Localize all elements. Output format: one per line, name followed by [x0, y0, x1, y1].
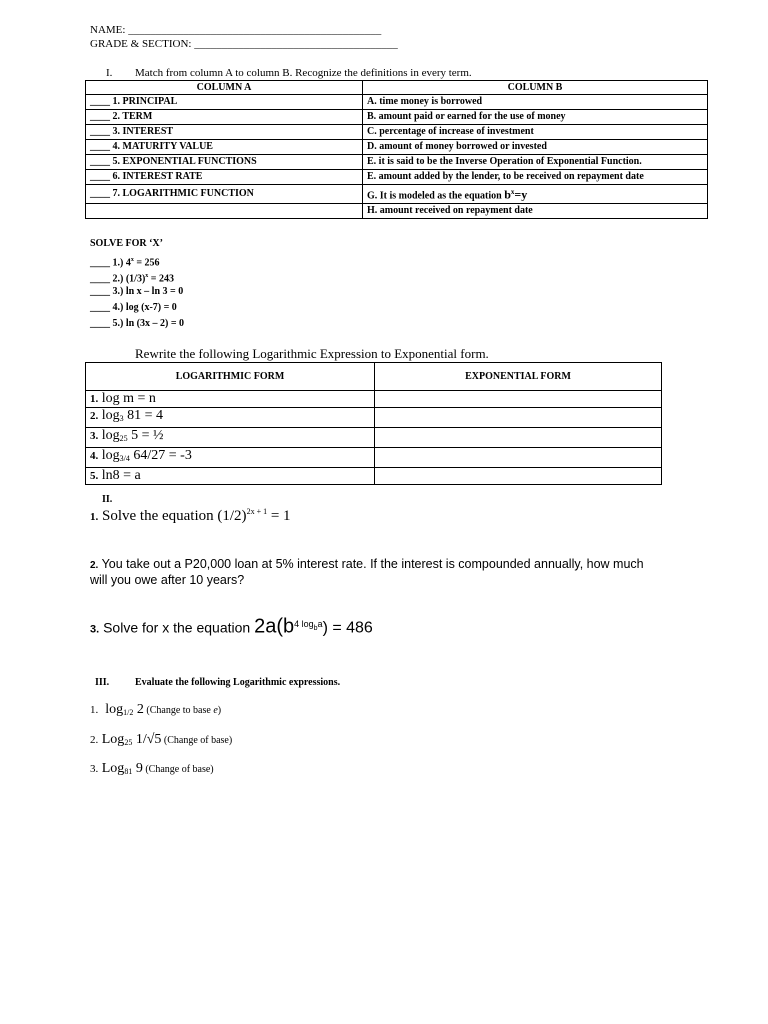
matching-row: [86, 155, 708, 170]
question-number: 1.: [90, 511, 99, 523]
name-field-label: NAME: ______________________________________________: [90, 24, 382, 36]
log-base: 3/4: [119, 454, 130, 463]
equation-exponent: 4 log: [294, 619, 314, 629]
solve-item: ____ 3.) ln x – ln 3 = 0: [90, 286, 184, 297]
part2-question-2: [90, 557, 644, 587]
column-b-item: E. amount added by the lender, to be received on repayment date: [363, 170, 708, 185]
log-base: 25: [124, 738, 133, 747]
question-text-continued: will you owe after 10 years?: [90, 573, 245, 587]
log-base: 3: [119, 414, 124, 423]
exponential-form-cell[interactable]: [375, 391, 662, 408]
column-a-item: ____ 1. PRINCIPAL: [86, 95, 363, 110]
log-base: 25: [119, 434, 128, 443]
item-number: 2.: [90, 734, 99, 746]
logarithmic-form-cell: [86, 468, 375, 485]
column-b-item: A. time money is borrowed: [363, 95, 708, 110]
exponential-form-cell[interactable]: [375, 448, 662, 468]
row-number: 2.: [90, 410, 99, 422]
log-table-header-row: [86, 363, 662, 391]
column-a-item: [86, 204, 363, 219]
column-b-item-text: G. It is modeled as the equation: [367, 190, 505, 202]
log-base: 81: [124, 767, 133, 776]
log-argument: 9: [132, 761, 143, 776]
evaluate-item: [90, 732, 232, 748]
matching-table: [85, 80, 708, 219]
logarithmic-form-cell: [86, 391, 375, 408]
matching-row: [86, 170, 708, 185]
question-number: 2.: [90, 560, 99, 571]
log-expression: log: [101, 428, 120, 443]
column-b-item: C. percentage of increase of investment: [363, 125, 708, 140]
item-note: (Change of base): [142, 764, 214, 775]
column-a-item: ____ 3. INTEREST: [86, 125, 363, 140]
item-note: (Change of base): [161, 735, 233, 746]
logarithmic-form-cell: [86, 428, 375, 448]
column-b-header: COLUMN B: [363, 81, 708, 95]
matching-row: [86, 185, 708, 204]
column-a-item: ____ 2. TERM: [86, 110, 363, 125]
log-table-row: [86, 408, 662, 428]
row-number: 4.: [90, 450, 99, 462]
question-exponent: 2x + 1: [246, 507, 268, 516]
log-function: Log: [101, 732, 125, 747]
exponential-form-cell[interactable]: [375, 428, 662, 448]
matching-row: [86, 204, 708, 219]
row-number: 5.: [90, 470, 99, 482]
part2-question-1: [90, 507, 291, 525]
part1-numeral: I.: [106, 67, 113, 79]
item-note-emphasis: e: [213, 705, 218, 716]
log-table-row: [86, 448, 662, 468]
matching-row: [86, 140, 708, 155]
part3-instruction: Evaluate the following Logarithmic expressions.: [135, 677, 341, 688]
question-tail: = 1: [267, 508, 291, 524]
log-expression-tail: 64/27 = -3: [129, 448, 192, 463]
exponential-form-header: EXPONENTIAL FORM: [375, 363, 662, 391]
question-text: Solve for x the equation: [103, 619, 255, 636]
log-function: log: [105, 702, 124, 717]
equation-exponent: x: [510, 188, 515, 196]
question-text: Solve the equation (1/2): [102, 508, 247, 524]
equation-base: b: [504, 187, 511, 202]
item-note-end: ): [217, 705, 222, 716]
log-table-row: [86, 428, 662, 448]
part2-question-3: [90, 612, 373, 642]
solve-item-tail: = 243: [148, 273, 174, 285]
log-expression: ln8 = a: [101, 468, 141, 483]
part3-numeral: III.: [95, 677, 110, 688]
solve-item-exponent: x: [145, 273, 149, 279]
item-number: 1.: [90, 704, 99, 716]
log-to-exponential-table: [85, 362, 662, 485]
log-table-row: [86, 468, 662, 485]
column-b-item: H. amount received on repayment date: [363, 204, 708, 219]
log-argument: 2: [133, 702, 144, 717]
equation-lhs: 2a(b: [254, 615, 295, 638]
column-a-item: ____ 4. MATURITY VALUE: [86, 140, 363, 155]
column-a-header: COLUMN A: [86, 81, 363, 95]
evaluate-item: [90, 761, 214, 777]
equation-tail: =y: [514, 187, 528, 202]
equation-exponent-arg: a: [317, 619, 323, 629]
column-a-item: ____ 5. EXPONENTIAL FUNCTIONS: [86, 155, 363, 170]
item-note: (Change to base: [143, 705, 214, 716]
solve-item-text: ____ 2.) (1/3): [90, 273, 146, 285]
log-function: Log: [101, 761, 125, 776]
log-expression: log m = n: [101, 391, 156, 406]
equation-rhs: ) = 486: [322, 619, 373, 637]
exponential-form-cell[interactable]: [375, 408, 662, 428]
solve-for-x-title: SOLVE FOR ‘X’: [90, 238, 163, 249]
solve-item-text: ____ 1.) 4: [90, 257, 131, 269]
solve-item-tail: = 256: [133, 257, 160, 269]
column-b-item: B. amount paid or earned for the use of money: [363, 110, 708, 125]
matching-row: [86, 110, 708, 125]
exponential-form-cell[interactable]: [375, 468, 662, 485]
log-expression: log: [101, 448, 120, 463]
evaluate-item: [90, 702, 221, 718]
column-a-item: ____ 6. INTEREST RATE: [86, 170, 363, 185]
item-number: 3.: [90, 763, 99, 775]
matching-row: [86, 95, 708, 110]
logarithmic-form-header: LOGARITHMIC FORM: [86, 363, 375, 391]
log-base: 1/2: [123, 708, 134, 717]
row-number: 3.: [90, 430, 99, 442]
solve-item: ____ 5.) ln (3x – 2) = 0: [90, 318, 185, 329]
matching-header-row: [86, 81, 708, 95]
logarithmic-form-cell: [86, 408, 375, 428]
solve-item: ____ 4.) log (x-7) = 0: [90, 302, 177, 313]
column-a-item: ____ 7. LOGARITHMIC FUNCTION: [86, 185, 363, 204]
equation-exponent-base: b: [313, 624, 318, 632]
log-expression-tail: 5 = ½: [127, 428, 164, 443]
log-expression: log: [101, 408, 120, 423]
row-number: 1.: [90, 393, 99, 405]
column-b-item: D. amount of money borrowed or invested: [363, 140, 708, 155]
column-b-item: [363, 185, 708, 204]
log-table-row: [86, 391, 662, 408]
rewrite-instruction: Rewrite the following Logarithmic Expression to Exponential form.: [135, 346, 489, 361]
matching-row: [86, 125, 708, 140]
column-b-item: E. it is said to be the Inverse Operation of Exponential Function.: [363, 155, 708, 170]
log-argument: 1/√5: [132, 732, 162, 747]
logarithmic-form-cell: [86, 448, 375, 468]
question-number: 3.: [90, 623, 100, 636]
part2-numeral: II.: [102, 494, 113, 505]
part1-instruction: Match from column A to column B. Recognize the definitions in every term.: [135, 67, 472, 79]
log-expression-tail: 81 = 4: [123, 408, 164, 423]
question-text: You take out a P20,000 loan at 5% interest rate. If the interest is compounded annually, how much: [101, 557, 644, 571]
grade-section-field-label: GRADE & SECTION: _____________________________________: [90, 38, 398, 50]
solve-item-exponent: x: [130, 257, 134, 263]
